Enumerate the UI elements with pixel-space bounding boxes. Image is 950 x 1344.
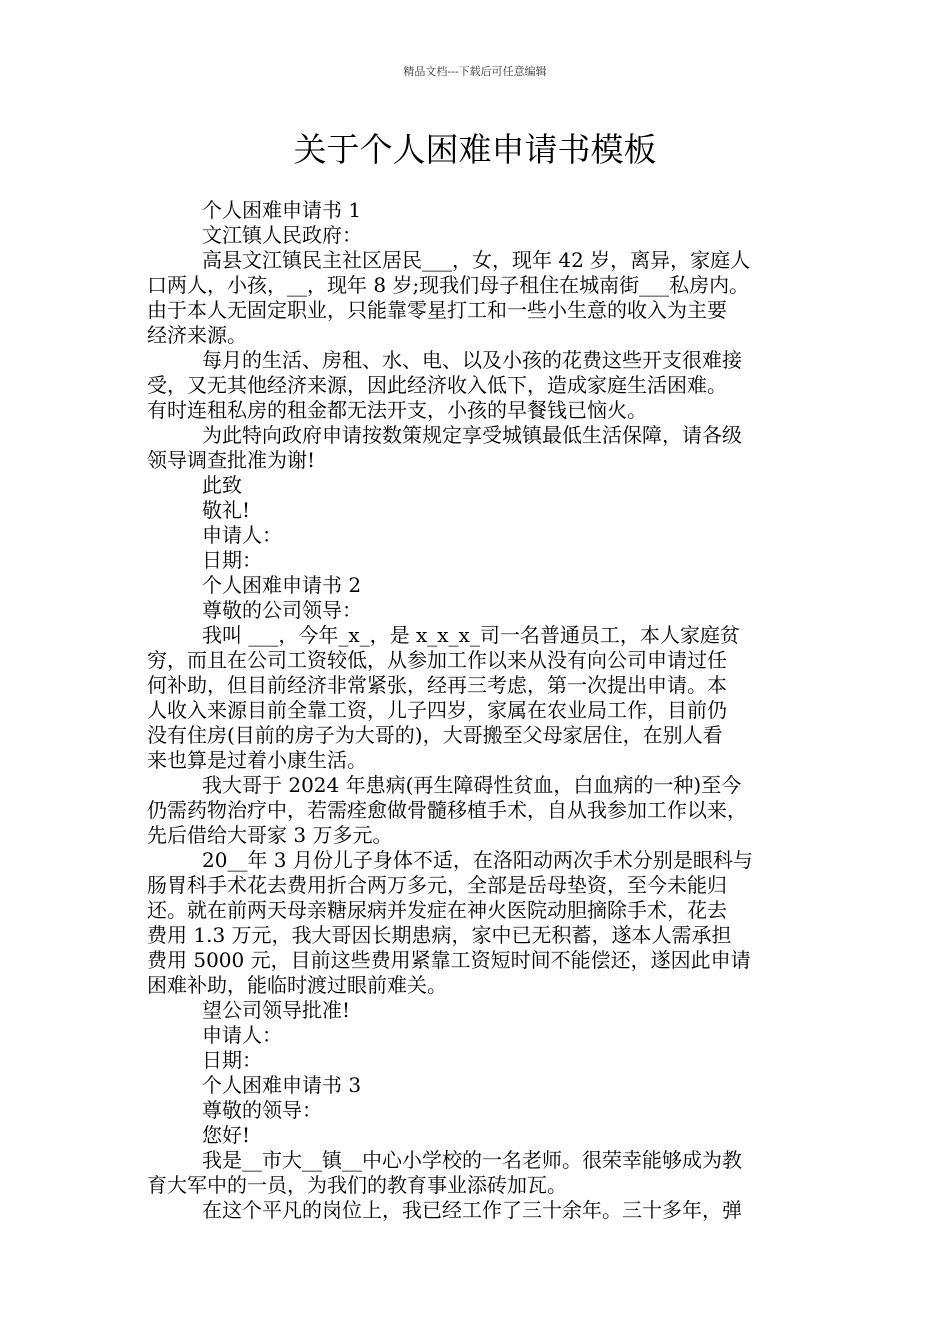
text-line: 我大哥于 2024 年患病(再生障碍性贫血，白血病的一种)至今 bbox=[202, 773, 742, 797]
text-line: 20__年 3 月份儿子身体不适，在洛阳动两次手术分别是眼科与 bbox=[202, 848, 753, 872]
text-line: 还。就在前两天母亲糖尿病并发症在神火医院动胆摘除手术，花去 bbox=[147, 898, 727, 922]
text-line: 有时连租私房的租金都无法开支，小孩的早餐钱已恼火。 bbox=[147, 398, 647, 422]
text-line: 困难补助，能临时渡过眼前难关。 bbox=[147, 973, 447, 997]
text-line: 费用 5000 元，目前这些费用紧靠工资短时间不能偿还，遂因此申请 bbox=[147, 948, 751, 972]
text-line: 受，又无其他经济来源，因此经济收入低下，造成家庭生活困难。 bbox=[147, 373, 727, 397]
text-line: 我是__市大__镇__中心小学校的一名老师。很荣幸能够成为教 bbox=[202, 1148, 742, 1172]
text-line: 望公司领导批准! bbox=[202, 998, 351, 1022]
text-line: 每月的生活、房租、水、电、以及小孩的花费这些开支很难接 bbox=[202, 348, 742, 372]
text-line: 肠胃科手术花去费用折合两万多元，全部是岳母垫资，至今未能归 bbox=[147, 873, 727, 897]
text-line: 日期： bbox=[202, 548, 262, 572]
text-line: 文江镇人民政府： bbox=[202, 223, 362, 247]
text-line: 申请人： bbox=[202, 523, 282, 547]
text-line: 个人困难申请书 3 bbox=[202, 1073, 362, 1097]
text-line: 日期： bbox=[202, 1048, 262, 1072]
text-line: 仍需药物治疗中，若需痊愈做骨髓移植手术，自从我参加工作以来， bbox=[147, 798, 747, 822]
document-title: 关于个人困难申请书模板 bbox=[293, 130, 657, 169]
text-line: 个人困难申请书 1 bbox=[202, 198, 362, 222]
text-line: 领导调查批准为谢! bbox=[147, 448, 316, 472]
text-line: 敬礼! bbox=[202, 498, 251, 522]
text-line: 人收入来源目前全靠工资，儿子四岁，家属在农业局工作，目前仍 bbox=[147, 698, 727, 722]
text-line: 在这个平凡的岗位上，我已经工作了三十余年。三十多年，弹 bbox=[202, 1198, 742, 1222]
text-line: 没有住房(目前的房子为大哥的)，大哥搬至父母家居住，在别人看 bbox=[147, 723, 723, 747]
text-line: 育大军中的一员，为我们的教育事业添砖加瓦。 bbox=[147, 1173, 567, 1197]
text-line: 申请人： bbox=[202, 1023, 282, 1047]
text-line: 先后借给大哥家 3 万多元。 bbox=[147, 823, 393, 847]
text-line: 为此特向政府申请按数策规定享受城镇最低生活保障，请各级 bbox=[202, 423, 742, 447]
text-line: 费用 1.3 万元，我大哥因长期患病，家中已无积蓄，遂本人需承担 bbox=[147, 923, 732, 947]
text-line: 穷，而且在公司工资较低，从参加工作以来从没有向公司申请过任 bbox=[147, 648, 727, 672]
text-line: 尊敬的公司领导： bbox=[202, 598, 362, 622]
text-line: 高县文江镇民主社区居民___，女，现年 42 岁，离异，家庭人 bbox=[202, 248, 751, 272]
text-line: 口两人，小孩，__，现年 8 岁;现我们母子租住在城南街___私房内。 bbox=[147, 273, 750, 297]
document-body bbox=[147, 198, 823, 1223]
text-line: 经济来源。 bbox=[147, 323, 247, 347]
header-note: 精品文档---下载后可任意编辑 bbox=[403, 65, 547, 78]
text-line: 我叫 ___，今年_x_，是 x_x_x_司一名普通员工，本人家庭贫 bbox=[202, 623, 740, 647]
text-line: 何补助，但目前经济非常紧张，经再三考虑，第一次提出申请。本 bbox=[147, 673, 727, 697]
text-line: 尊敬的领导： bbox=[202, 1098, 322, 1122]
text-line: 来也算是过着小康生活。 bbox=[147, 748, 367, 772]
text-line: 由于本人无固定职业，只能靠零星打工和一些小生意的收入为主要 bbox=[147, 298, 727, 322]
text-line: 您好! bbox=[202, 1123, 251, 1147]
text-line: 个人困难申请书 2 bbox=[202, 573, 362, 597]
text-line: 此致 bbox=[202, 473, 242, 497]
